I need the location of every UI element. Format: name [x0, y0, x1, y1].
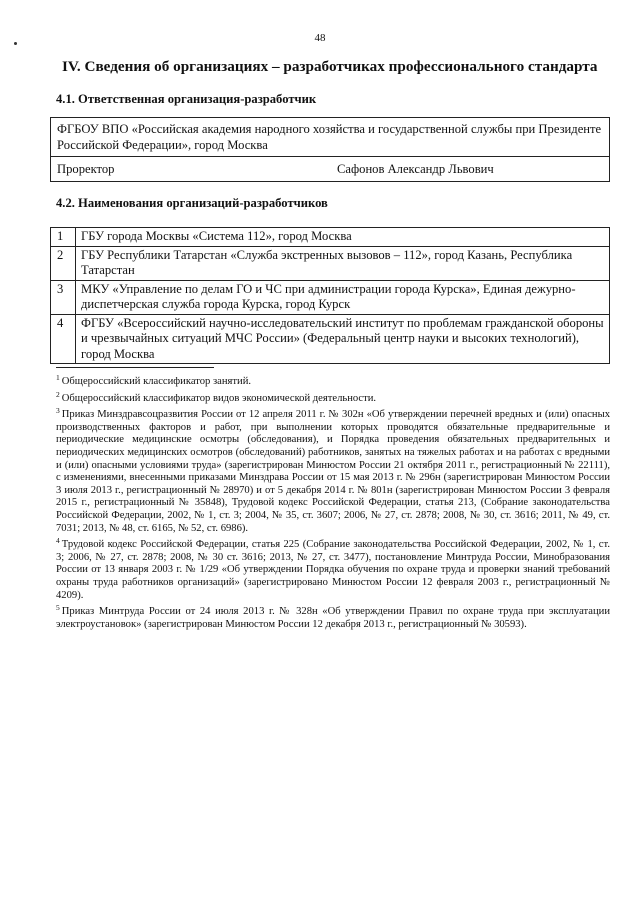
footnote-mark: 1 — [56, 373, 60, 382]
section-title: IV. Сведения об организациях – разработчиках профессионального стандарта — [62, 58, 598, 75]
footnote-1 — [56, 372, 610, 389]
responsible-heading: 4.1. Ответственная организация-разработчик — [56, 92, 317, 106]
footnote-2 — [56, 389, 610, 406]
footnote-mark: 4 — [56, 536, 60, 546]
developers-heading: 4.2. Наименования организаций-разработчиков — [56, 196, 328, 210]
table-row — [51, 280, 610, 314]
responsible-org-name: ФГБОУ ВПО «Российская академия народного хозяйства и государственной службы при Президенте Российской Федерации», город Москва — [51, 118, 609, 157]
footnotes — [56, 372, 610, 631]
footnote-mark: 2 — [56, 389, 60, 399]
footnote-mark: 5 — [56, 603, 60, 613]
scan-speck — [14, 42, 17, 45]
developers-table — [50, 227, 610, 364]
responsible-signatory-row — [51, 157, 609, 181]
table-row — [51, 228, 610, 247]
page-number: 48 — [314, 32, 326, 44]
footnote-text: Приказ Минздравсоцразвития России от 12 апреля 2011 г. № 302н «Об утверждении перечней вредных и (или) опасных производственных факторов и работ, при выполнении которых проводятся обязательные предварительные и периодические медицинские осмотры (обследования), и Порядка проведения обязательных предварительных и периодических медицинских осмотров (обследований) работников, занятых на тяжелых работах и на работах с вредными и (или) опасными условиями труда» (зарегистрирован Минюстом России 21 октября 2011 г., регистрационный № 22111), с изменениями, внесенными приказами Минздрава России от 15 мая 2013 г. № 296н (зарегистрирован Минюстом России 3 июля 2013 г., регистрационный № 28970) и от 5 декабря 2014 г. № 801н (зарегистрирован Минюстом России 3 февраля 2015 г., регистрационный № 35848), Трудовой кодекс Российской Федерации, статья 213, (Собрание законодательства Российской Федерации, 2002, № 1, ст. 3; 2004, № 35, ст. 3607; 2006, № 27, ст. 2878; 2008, № 30, ст. 3616; 2011, № 49, ст. 7031; 2013, № 48, ст. 6165, № 52, ст. 6986). — [56, 409, 610, 534]
footnote-divider — [56, 367, 214, 368]
footnote-text: Общероссийский классификатор занятий. — [61, 376, 252, 387]
row-number: 3 — [51, 280, 76, 314]
footnote-text: Общероссийский классификатор видов экономической деятельности. — [61, 392, 377, 404]
row-org-name: ГБУ города Москвы «Система 112», город Москва — [76, 228, 610, 247]
footnote-3 — [56, 405, 610, 535]
footnote-text: Трудовой кодекс Российской Федерации, статья 225 (Собрание законодательства Российской Федерации, 2002, № 1, ст. 3; 2006, № 27, ст. 2878; 2008, № 30 ст. 3616; 2013, № 27, ст. 3477), постановление Минтруда России, Минобразования России от 13 января 2003 г. № 1/29 «Об утверждении Порядка обучения по охране труда и проверки знаний требований охраны труда работников организаций» (зарегистрировано Минюстом России 12 февраля 2003 г., регистрационный № 4209). — [56, 539, 610, 601]
row-org-name: ФГБУ «Всероссийский научно-исследовательский институт по проблемам гражданской обороны и чрезвычайных ситуаций МЧС России» (Федеральный центр науки и высоких технологий), город Москва — [76, 314, 610, 364]
responsible-org-box — [50, 117, 610, 182]
row-number: 2 — [51, 246, 76, 280]
table-row — [51, 314, 610, 364]
signatory-name: Сафонов Александр Львович — [337, 162, 494, 176]
row-org-name: ГБУ Республики Татарстан «Служба экстренных вызовов – 112», город Казань, Республика Татарстан — [76, 246, 610, 280]
footnote-mark: 3 — [56, 406, 60, 416]
footnote-text: Приказ Минтруда России от 24 июля 2013 г. № 328н «Об утверждении Правил по охране труда при эксплуатации электроустановок» (зарегистрирован Минюстом России 12 декабря 2013 г., регистрационный № 30593). — [56, 606, 610, 630]
footnote-4 — [56, 535, 610, 602]
row-number: 4 — [51, 314, 76, 364]
row-org-name: МКУ «Управление по делам ГО и ЧС при администрации города Курска», Единая дежурно-диспетчерская служба города Курска, город Курск — [76, 280, 610, 314]
footnote-5 — [56, 602, 610, 631]
signatory-position: Проректор — [57, 162, 115, 176]
table-row — [51, 246, 610, 280]
row-number: 1 — [51, 228, 76, 247]
